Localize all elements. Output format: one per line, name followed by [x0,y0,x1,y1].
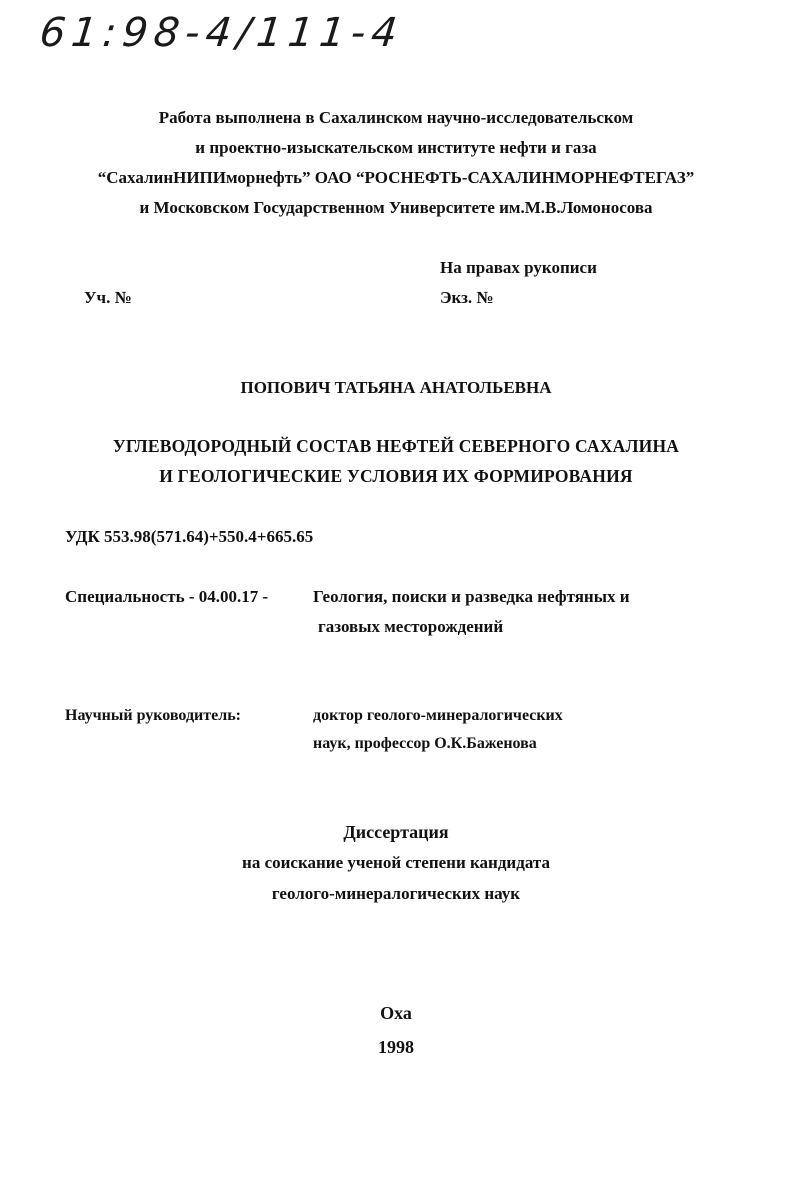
supervisor-label: Научный руководитель: [65,707,241,724]
institution-line-2: и проектно-изыскательском институте нефти и газа [195,138,597,157]
registration-number: Уч. № [84,288,132,307]
dissertation-title-line-2: И ГЕОЛОГИЧЕСКИЕ УСЛОВИЯ ИХ ФОРМИРОВАНИЯ [159,466,633,486]
specialty-value-line-1: Геология, поиски и разведка нефтяных и [313,587,630,606]
specialty-label: Специальность - 04.00.17 - [65,587,269,606]
udk-code: УДК 553.98(571.64)+550.4+665.65 [65,527,314,546]
publication-year: 1998 [378,1037,414,1057]
institution-line-4: и Московском Государственном Университете им.М.В.Ломоносова [139,198,653,217]
institution-line-3: “СахалинНИПИморнефть” ОАО “РОСНЕФТЬ-САХАЛИНМОРНЕФТЕГАЗ” [97,168,695,187]
handwritten-catalog-code: 61:98-4/111-4 [37,10,406,56]
degree-line-1: на соискание ученой степени кандидата [242,853,550,872]
supervisor-value-line-1: доктор геолого-минералогических [313,707,563,724]
place-of-publication: Оха [380,1003,412,1023]
degree-line-2: геолого-минералогических наук [271,884,521,903]
specialty-value-line-2: газовых месторождений [318,617,504,636]
dissertation-heading: Диссертация [343,822,449,842]
manuscript-rights: На правах рукописи [440,258,597,277]
author-name: ПОПОВИЧ ТАТЬЯНА АНАТОЛЬЕВНА [240,378,552,397]
dissertation-title-line-1: УГЛЕВОДОРОДНЫЙ СОСТАВ НЕФТЕЙ СЕВЕРНОГО САХАЛИНА [112,436,680,456]
copy-number: Экз. № [440,288,494,307]
institution-line-1: Работа выполнена в Сахалинском научно-исследовательском [158,108,634,127]
supervisor-value-line-2: наук, профессор О.К.Баженова [313,735,537,752]
